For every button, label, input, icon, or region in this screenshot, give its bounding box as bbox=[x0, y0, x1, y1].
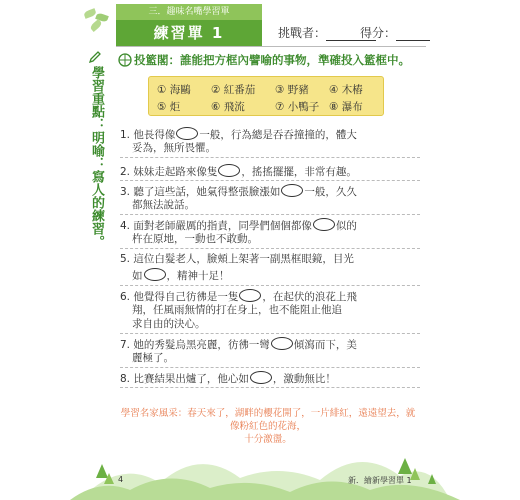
question-2 bbox=[120, 164, 357, 179]
word-option: ③ 野豬 bbox=[275, 84, 309, 96]
question-text: 比賽結果出爐了，他心如 bbox=[133, 373, 249, 385]
word-option: ⑦ 小鴨子 bbox=[275, 101, 320, 113]
section-label: 三．趣味名嘴學習單 bbox=[116, 4, 262, 20]
word-option: ⑧ 瀑布 bbox=[329, 101, 363, 113]
word-option: ④ 木樁 bbox=[329, 84, 363, 96]
question-text: 一般，行為總是吞吞撞撞的，體大 bbox=[199, 129, 357, 141]
question-4 bbox=[120, 218, 357, 233]
answer-blank[interactable] bbox=[176, 127, 198, 140]
pencil-icon bbox=[88, 50, 102, 64]
divider bbox=[120, 333, 420, 334]
question-6-line2: 翔，任風雨無情的打在身上，也不能阻止他追 bbox=[132, 304, 342, 316]
answer-blank[interactable] bbox=[250, 371, 272, 384]
question-text: 似的 bbox=[335, 220, 357, 232]
question-number: 1. bbox=[120, 129, 131, 141]
leaf-decoration bbox=[89, 19, 103, 32]
word-option: ⑤ 炬 bbox=[157, 101, 181, 113]
question-6 bbox=[120, 289, 357, 304]
question-text: 聽了這些話，她氣得整張臉漲如 bbox=[133, 186, 281, 198]
side-title: 學習重點：明喻：寫人的練習。 bbox=[89, 66, 104, 248]
question-number: 8. bbox=[120, 373, 131, 385]
header-rule bbox=[116, 46, 426, 47]
question-5 bbox=[120, 252, 354, 266]
question-4-line2: 杵在原地，一動也不敢動。 bbox=[132, 233, 258, 245]
question-text: ，激動無比！ bbox=[272, 373, 336, 385]
footer-title: 新．繪新學習單 1 bbox=[348, 476, 412, 485]
page-number: 4 bbox=[118, 475, 124, 484]
tip-line: 學習名家風采：春天來了，湖畔的櫻花開了，一片緋紅，遠遠望去，就像粉紅色的花海， bbox=[120, 408, 416, 432]
answer-blank[interactable] bbox=[271, 337, 293, 350]
word-bank bbox=[148, 76, 384, 116]
instruction-text: 投籃閣：誰能把方框內譬喻的事物，準確投入籃框中。 bbox=[134, 53, 410, 67]
page-title: 練習單 1 bbox=[116, 20, 262, 46]
question-5-line2 bbox=[132, 268, 230, 283]
challenger-label: 挑戰者： bbox=[278, 26, 327, 40]
divider bbox=[120, 387, 420, 388]
question-text: 他覺得自己彷彿是一隻 bbox=[133, 291, 239, 303]
question-text: 他長得像 bbox=[133, 129, 176, 141]
answer-blank[interactable] bbox=[239, 289, 261, 302]
answer-blank[interactable] bbox=[218, 164, 240, 177]
question-6-line3: 求自由的決心。 bbox=[132, 318, 206, 330]
question-number: 6. bbox=[120, 291, 131, 303]
question-3 bbox=[120, 184, 357, 199]
answer-blank[interactable] bbox=[313, 218, 335, 231]
divider bbox=[120, 367, 420, 368]
divider bbox=[120, 180, 420, 181]
question-number: 7. bbox=[120, 339, 131, 351]
divider bbox=[120, 214, 420, 215]
basketball-icon bbox=[118, 53, 132, 67]
question-text: ，搖搖擺擺，非常有趣。 bbox=[241, 166, 357, 178]
tip-line: 十分激盪。 bbox=[244, 434, 292, 445]
divider bbox=[120, 285, 420, 286]
score-field[interactable] bbox=[360, 24, 430, 41]
question-8 bbox=[120, 371, 336, 386]
answer-blank[interactable] bbox=[144, 268, 166, 281]
question-7 bbox=[120, 337, 357, 352]
answer-blank[interactable] bbox=[281, 184, 303, 197]
word-option: ① 海鷗 bbox=[157, 84, 191, 96]
question-number: 5. bbox=[120, 253, 131, 265]
question-1-line2: 妥為，無所畏懼。 bbox=[132, 142, 216, 154]
question-text: 一般，久久 bbox=[304, 186, 357, 198]
score-label: 得分： bbox=[360, 26, 397, 40]
question-text: 妹妹走起路來像隻 bbox=[133, 166, 218, 178]
question-number: 3. bbox=[120, 186, 131, 198]
question-text: 她的秀髮烏黑亮麗，彷彿一彎 bbox=[133, 339, 270, 351]
divider bbox=[120, 157, 420, 158]
question-text: 如 bbox=[132, 270, 143, 282]
question-3-line2: 都無法說話。 bbox=[132, 199, 195, 211]
word-option: ⑥ 飛流 bbox=[211, 101, 245, 113]
question-text: 傾瀉而下，美 bbox=[293, 339, 357, 351]
word-option: ② 紅番茄 bbox=[211, 84, 256, 96]
question-number: 4. bbox=[120, 220, 131, 232]
question-text: 這位白髮老人，臉頰上架著一副黑框眼鏡，目光 bbox=[133, 253, 354, 265]
question-number: 2. bbox=[120, 166, 131, 178]
question-text: ，精神十足！ bbox=[166, 270, 230, 282]
divider bbox=[120, 248, 420, 249]
hills-illustration bbox=[0, 438, 520, 500]
score-line bbox=[396, 40, 430, 41]
question-text: ，在起伏的浪花上飛 bbox=[262, 291, 357, 303]
question-7-line2: 麗極了。 bbox=[132, 352, 174, 364]
question-1 bbox=[120, 127, 357, 142]
question-text: 面對老師嚴厲的指責，同學們個個都像 bbox=[133, 220, 312, 232]
